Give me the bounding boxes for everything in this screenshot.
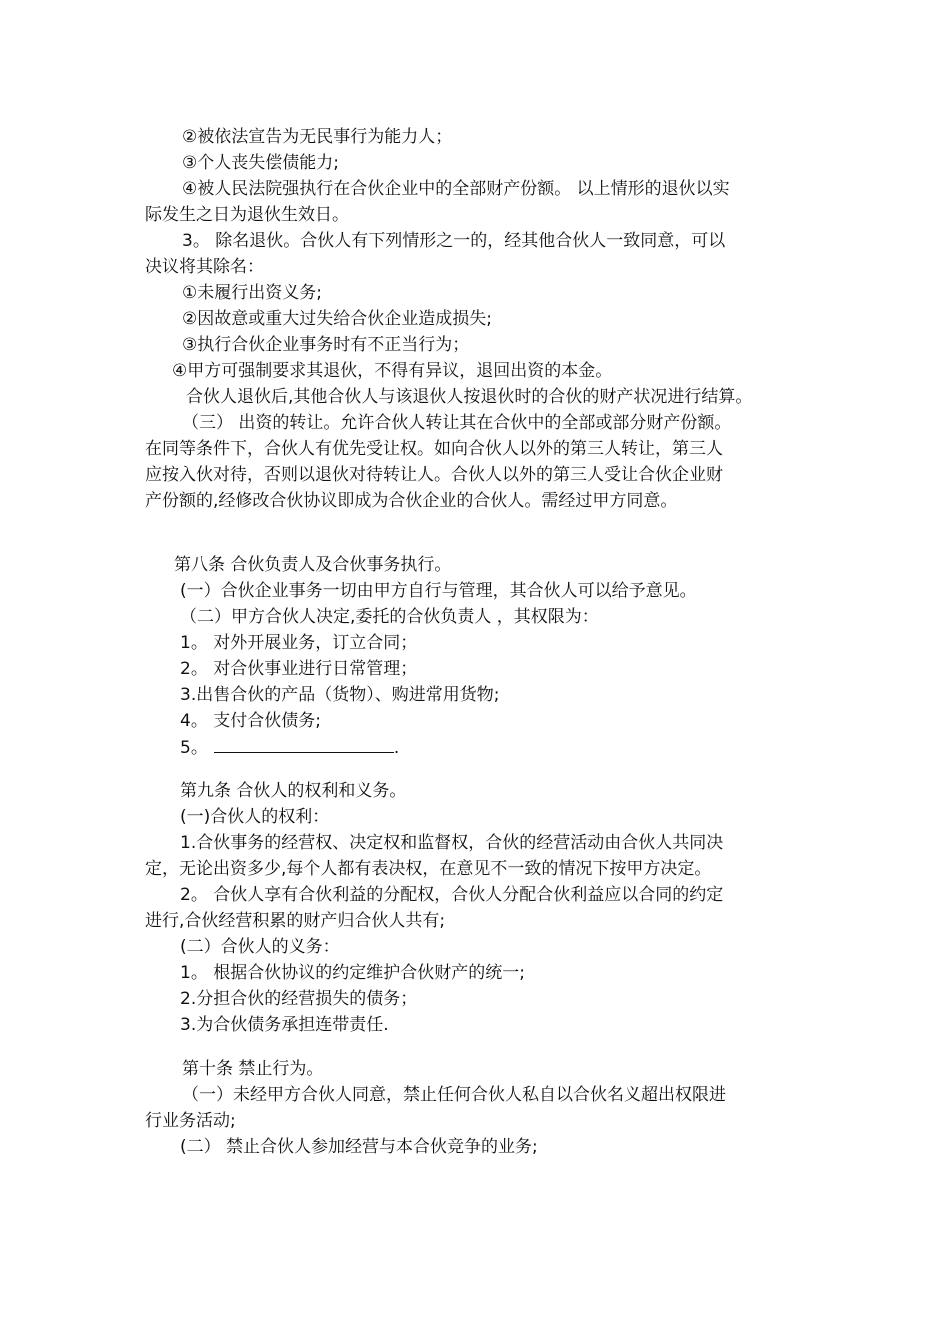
section-heading: 第十条 禁止行为。 <box>182 1059 324 1079</box>
section-heading: 第九条 合伙人的权利和义务。 <box>180 781 407 801</box>
text-line: ③执行合伙企业事务时有不正当行为； <box>182 335 470 355</box>
text-line: 决议将其除名： <box>145 257 264 277</box>
text-line: (一)合伙人的权利： <box>180 807 330 827</box>
list-item: 3.出售合伙的产品（货物）、购进常用货物; <box>180 685 500 705</box>
text-line: 进行,合伙经营积累的财产归合伙人共有; <box>145 911 446 931</box>
text-line: 应按入伙对待，否则以退伙对待转让人。合伙人以外的第三人受让合伙企业财 <box>145 465 723 485</box>
text-line: ③个人丧失偿债能力; <box>182 153 339 173</box>
list-item: 3.为合伙债务承担连带责任. <box>180 1015 389 1035</box>
text-line: (一）合伙企业事务一切由甲方自行与管理，其合伙人可以给予意见。 <box>180 581 697 601</box>
text-line: 3。 除名退伙。合伙人有下列情形之一的，经其他合伙人一致同意，可以 <box>182 231 726 251</box>
list-item: 1。 根据合伙协议的约定维护合伙财产的统一; <box>180 963 525 983</box>
text-line: 际发生之日为退伙生效日。 <box>145 205 349 225</box>
text-line: （二）甲方合伙人决定,委托的合伙负责人 ，其权限为： <box>180 607 599 627</box>
text-line: （三） 出资的转让。允许合伙人转让其在合伙中的全部或部分财产份额。 <box>182 413 732 433</box>
text-line: 1.合伙事务的经营权、决定权和监督权，合伙的经营活动由合伙人共同决 <box>180 833 724 853</box>
text-line: ②被依法宣告为无民事行为能力人； <box>182 127 453 147</box>
text-line: ④甲方可强制要求其退伙，不得有异议，退回出资的本金。 <box>172 361 613 381</box>
text-line: ④被人民法院强执行在合伙企业中的全部财产份额。 以上情形的退伙以实 <box>182 179 730 199</box>
text-line: （一）未经甲方合伙人同意，禁止任何合伙人私自以合伙名义超出权限进 <box>182 1085 726 1105</box>
list-item: 2。 对合伙事业进行日常管理； <box>180 659 418 679</box>
list-item-blank <box>180 734 399 761</box>
text-line: 在同等条件下，合伙人有优先受让权。如向合伙人以外的第三人转让，第三人 <box>145 439 723 459</box>
text-line: 行业务活动; <box>145 1111 236 1131</box>
blank-suffix: . <box>393 738 400 758</box>
section-heading: 第八条 合伙负责人及合伙事务执行。 <box>174 555 452 575</box>
text-line: ②因故意或重大过失给合伙企业造成损失; <box>182 309 492 329</box>
list-item: 4。 支付合伙债务; <box>180 711 321 731</box>
list-item: 2.分担合伙的经营损失的债务； <box>180 989 418 1009</box>
text-line: 产份额的,经修改合伙协议即成为合伙企业的合伙人。需经过甲方同意。 <box>145 491 678 511</box>
text-line: 2。 合伙人享有合伙利益的分配权，合伙人分配合伙利益应以合同的约定 <box>180 885 724 905</box>
list-item-label: 5。 <box>180 738 208 758</box>
list-item: 1。 对外开展业务，订立合同； <box>180 633 418 653</box>
text-line: ①未履行出资义务; <box>182 283 322 303</box>
text-line: 合伙人退伙后,其他合伙人与该退伙人按退伙时的合伙的财产状况进行结算。 <box>186 387 753 407</box>
text-line: (二）合伙人的义务： <box>180 937 340 957</box>
text-line: (二） 禁止合伙人参加经营与本合伙竞争的业务; <box>180 1137 538 1157</box>
fill-in-blank <box>214 734 394 753</box>
text-line: 定，无论出资多少,每个人都有表决权，在意见不一致的情况下按甲方决定。 <box>145 859 712 879</box>
